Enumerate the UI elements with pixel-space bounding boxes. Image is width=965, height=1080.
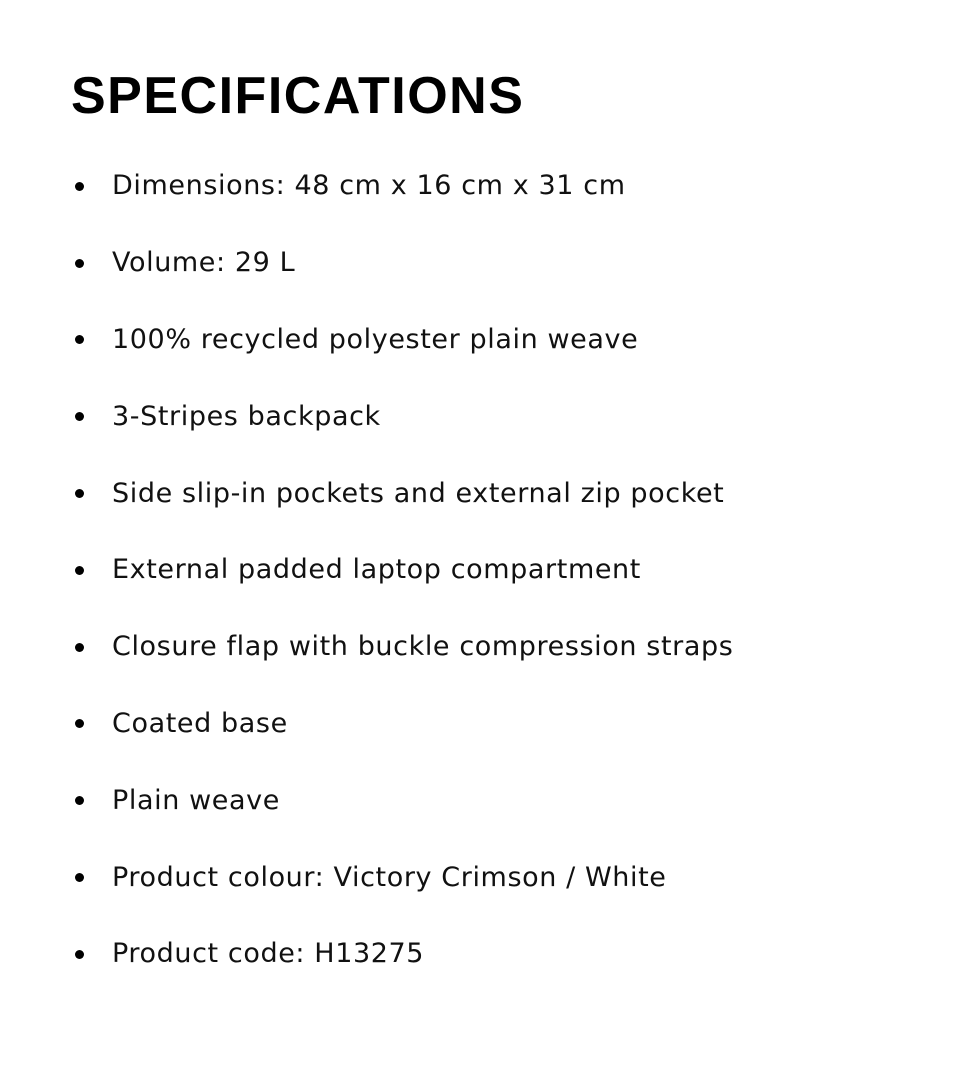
spec-text: Side slip-in pockets and external zip pocket: [112, 477, 725, 509]
bullet-icon: [75, 335, 84, 344]
spec-text: Volume: 29 L: [112, 247, 296, 279]
list-item: [0, 455, 900, 532]
bullet-icon: [75, 489, 84, 498]
list-item: [0, 609, 900, 686]
spec-text: Plain weave: [112, 784, 280, 816]
specifications-list: [0, 148, 900, 993]
list-item: [0, 839, 900, 916]
bullet-icon: [75, 412, 84, 421]
bullet-icon: [75, 259, 84, 268]
list-item: [0, 686, 900, 763]
list-item: [0, 148, 900, 225]
bullet-icon: [75, 719, 84, 728]
list-item: [0, 225, 900, 302]
spec-text: Product code: H13275: [112, 938, 425, 970]
spec-text: Coated base: [112, 707, 288, 739]
spec-text: Product colour: Victory Crimson / White: [112, 861, 667, 893]
list-item: [0, 302, 900, 379]
bullet-icon: [75, 643, 84, 652]
bullet-icon: [75, 566, 84, 575]
spec-text: Closure flap with buckle compression straps: [112, 631, 734, 663]
bullet-icon: [75, 182, 84, 191]
spec-text: Dimensions: 48 cm x 16 cm x 31 cm: [112, 170, 626, 202]
bullet-icon: [75, 950, 84, 959]
bullet-icon: [75, 873, 84, 882]
spec-text: External padded laptop compartment: [112, 554, 641, 586]
list-item: [0, 762, 900, 839]
list-item: [0, 916, 900, 993]
spec-text: 3-Stripes backpack: [112, 400, 381, 432]
list-item: [0, 532, 900, 609]
spec-text: 100% recycled polyester plain weave: [112, 323, 639, 355]
section-title: SPECIFICATIONS: [71, 67, 525, 125]
list-item: [0, 378, 900, 455]
bullet-icon: [75, 796, 84, 805]
